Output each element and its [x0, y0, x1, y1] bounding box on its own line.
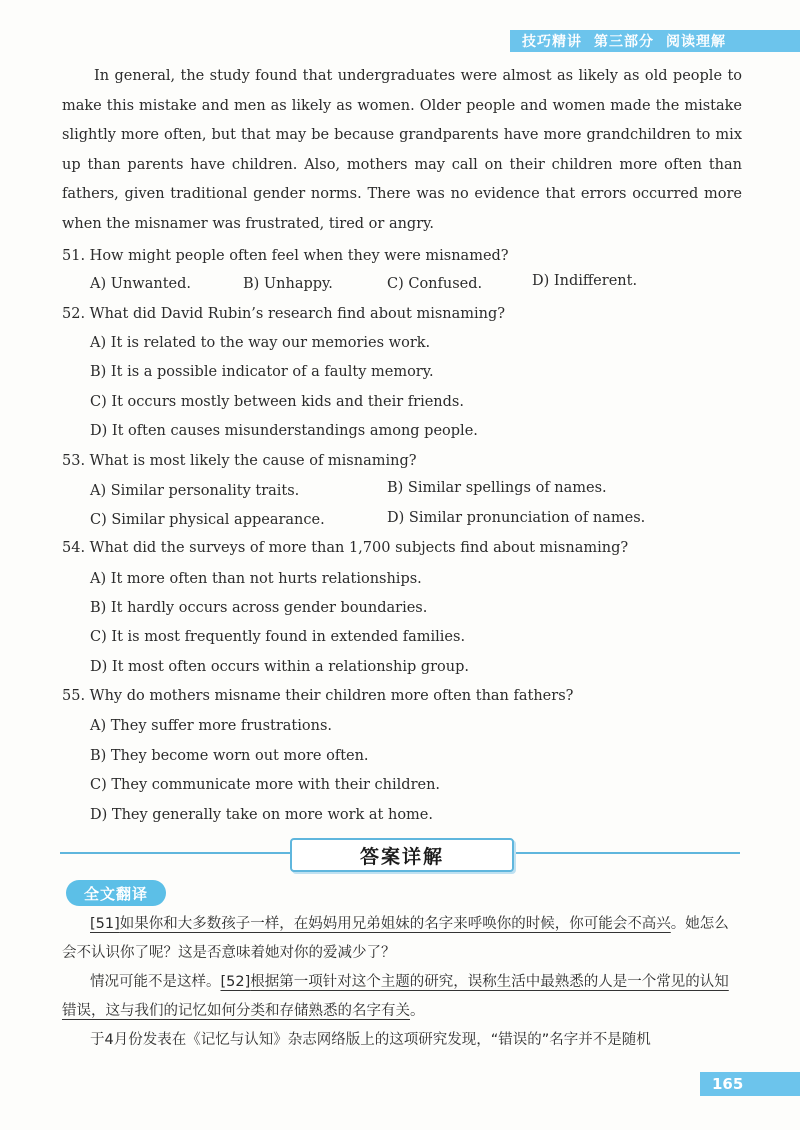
- passage-paragraph: In general, the study found that undergraduates were almost as likely as old people to make this mistake and men as likely as women. Older people and women made the mistake slightly more often, but that may be because grandparents have more grandchildren to mix up than parents have children. Also, mothers may call on their children more often than fathers, given traditional gender norms. There was no evidence that errors occurred more when the misnamer was frustrated, tired or angry.: [62, 68, 742, 232]
- section-title: 答案详解: [290, 838, 514, 872]
- option-a: A) Unwanted.: [90, 276, 191, 292]
- option-d: D) They generally take on more work at home.: [90, 807, 434, 823]
- option-c: C) It occurs mostly between kids and their friends.: [90, 394, 464, 410]
- question-stem: 55. Why do mothers misname their children more often than fathers?: [62, 688, 574, 704]
- divider-line-right: [512, 852, 740, 854]
- option-b: B) Unhappy.: [243, 276, 333, 292]
- option-b: B) It is a possible indicator of a faulty memory.: [90, 364, 434, 380]
- section-divider: [60, 838, 740, 878]
- option-b: B) It hardly occurs across gender boundaries.: [90, 600, 428, 616]
- option-d: D) It most often occurs within a relationship group.: [90, 659, 470, 675]
- header-part1: 技巧精讲: [522, 34, 582, 50]
- translation-paragraph-3: 于4月份发表在《记忆与认知》杂志网络版上的这项研究发现，“错误的”名字并不是随机: [90, 1032, 651, 1048]
- option-c: C) Confused.: [387, 276, 483, 292]
- option-d: D) Indifferent.: [532, 273, 638, 289]
- question-stem: 51. How might people often feel when they were misnamed?: [62, 248, 509, 264]
- option-c: C) They communicate more with their children.: [90, 777, 441, 793]
- translation-paragraph-2: [62, 968, 742, 1026]
- option-b: B) They become worn out more often.: [90, 748, 369, 764]
- translation-text: [62, 910, 742, 1055]
- option-c: C) It is most frequently found in extended families.: [90, 629, 466, 645]
- option-a: A) They suffer more frustrations.: [90, 718, 332, 734]
- question-stem: 54. What did the surveys of more than 1,700 subjects find about misnaming?: [62, 540, 629, 556]
- tag-51: [51]: [90, 916, 120, 932]
- option-d: D) Similar pronunciation of names.: [387, 510, 646, 526]
- option-a: A) It is related to the way our memories work.: [90, 335, 431, 351]
- translation-paragraph-1: [62, 910, 742, 968]
- passage: [62, 62, 742, 239]
- paragraph-text: 情况可能不是这样。: [90, 974, 221, 990]
- option-a: A) Similar personality traits.: [90, 483, 300, 499]
- running-header: [510, 30, 800, 52]
- page-number: 165: [700, 1072, 800, 1096]
- option-c: C) Similar physical appearance.: [90, 512, 325, 528]
- option-b: B) Similar spellings of names.: [387, 480, 607, 496]
- option-a: A) It more often than not hurts relationships.: [90, 571, 422, 587]
- header-part3: 阅读理解: [666, 34, 726, 50]
- header-part2: 第三部分: [594, 34, 654, 50]
- translation-badge: 全文翻译: [66, 880, 166, 906]
- question-stem: 53. What is most likely the cause of misnaming?: [62, 453, 417, 469]
- underlined-text: 如果你和大多数孩子一样，在妈妈用兄弟姐妹的名字来呼唤你的时候，你可能会不高兴: [119, 916, 671, 932]
- question-stem: 52. What did David Rubin’s research find about misnaming?: [62, 306, 506, 322]
- option-d: D) It often causes misunderstandings among people.: [90, 423, 478, 439]
- divider-line-left: [60, 852, 292, 854]
- underlined-text: 根据第一项针对这个主题的研究，误称生活中最熟悉的人是一个常见的认知错误，这与我们的记忆如何分类和存储熟悉的名字有关: [62, 974, 729, 1019]
- tag-52: [52]: [220, 974, 251, 990]
- paragraph-text: 。她怎么会不认识你了呢？这是否意味着她对你的爱减少了？: [62, 916, 729, 961]
- paragraph-text: 。: [410, 1003, 425, 1019]
